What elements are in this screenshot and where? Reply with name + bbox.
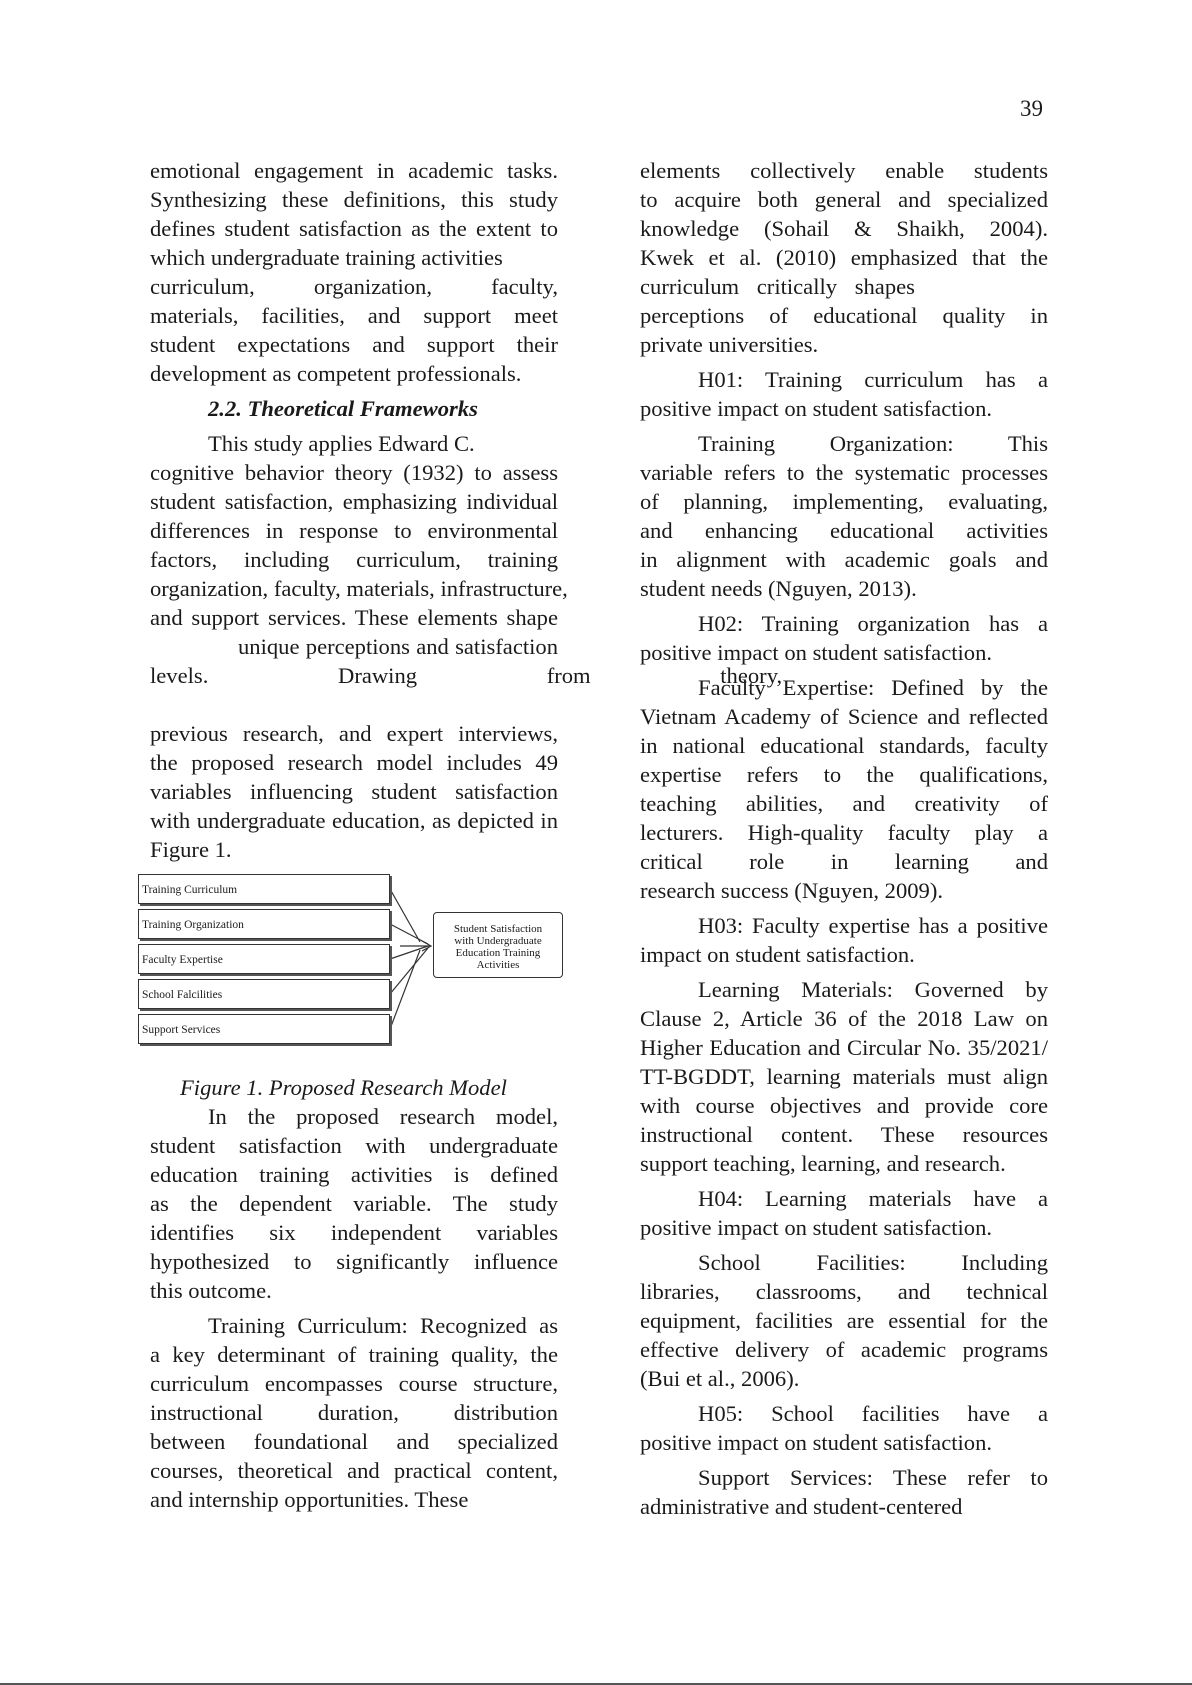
box-line: with Undergraduate — [454, 935, 542, 947]
hypothesis — [640, 609, 1048, 667]
figure-caption: Figure 1. Proposed Research Model — [180, 1075, 507, 1100]
text-line: This study applies Edward C. — [208, 431, 475, 456]
text-line: H04: Learning materials have a — [698, 1186, 1048, 1211]
text-line: equipment, facilities are essential for the — [640, 1308, 1048, 1333]
text-line: Vietnam Academy of Science and reflected — [640, 704, 1048, 729]
paragraph — [640, 1248, 1048, 1393]
text-line: hypothesized to significantly influence — [150, 1249, 558, 1274]
paragraph — [150, 719, 558, 864]
text-line: effective delivery of academic programs — [640, 1337, 1048, 1362]
text-line: factors, including curriculum, training — [150, 547, 558, 572]
box-line: Activities — [476, 959, 520, 971]
text-line: libraries, classrooms, and technical — [640, 1279, 1048, 1304]
text-line: with course objectives and provide core — [640, 1093, 1048, 1118]
variable-box: Support Services — [138, 1014, 390, 1044]
text-line: teaching abilities, and creativity of — [640, 791, 1048, 816]
text-line: positive impact on student satisfaction. — [640, 1430, 993, 1455]
text-line: Kwek et al. (2010) emphasized that the — [640, 245, 1048, 270]
text-line: Clause 2, Article 36 of the 2018 Law on — [640, 1006, 1048, 1031]
text-line: which undergraduate training activities — [150, 245, 503, 270]
text-line: education training activities is defined — [150, 1162, 558, 1187]
text-fragment: levels. Drawing from theory, — [150, 663, 783, 688]
text-line: variable refers to the systematic processes — [640, 460, 1048, 485]
text-line: Synthesizing these definitions, this study — [150, 187, 558, 212]
text-line: materials, facilities, and support meet — [150, 303, 558, 328]
text-line: positive impact on student satisfaction. — [640, 396, 993, 421]
text-line: research success (Nguyen, 2009). — [640, 878, 944, 903]
hypothesis — [640, 1399, 1048, 1457]
text-line: elements collectively enable students — [640, 158, 1048, 183]
text-line: critical role in learning and — [640, 849, 1048, 874]
text-line: and support services. These elements shape — [150, 605, 558, 630]
text-line: student satisfaction, emphasizing individual — [150, 489, 558, 514]
variable-box: Training Organization — [138, 909, 390, 939]
page-number: 39 — [1020, 96, 1043, 121]
text-line: lecturers. High-quality faculty play a — [640, 820, 1048, 845]
text-line: and internship opportunities. These — [150, 1487, 469, 1512]
paragraph — [150, 1311, 558, 1514]
text-line: H02: Training organization has a — [698, 611, 1048, 636]
hypothesis — [640, 365, 1048, 423]
hypothesis — [640, 911, 1048, 969]
box-line: Student Satisfaction — [453, 923, 543, 935]
text-line: curriculum critically shapes — [640, 274, 915, 299]
text-line: emotional engagement in academic tasks. — [150, 158, 558, 183]
text-line: expertise refers to the qualifications, — [640, 762, 1048, 787]
text-line: positive impact on student satisfaction. — [640, 1215, 993, 1240]
text-line: to acquire both general and specialized — [640, 187, 1048, 212]
text-line: perceptions of educational quality in — [640, 303, 1048, 328]
text-line: in alignment with academic goals and — [640, 547, 1048, 572]
text-line: unique perceptions and satisfaction — [238, 634, 558, 659]
text-line: student satisfaction with undergraduate — [150, 1133, 558, 1158]
right-column — [640, 156, 1048, 1521]
text-line: as the dependent variable. The study — [150, 1191, 558, 1216]
text-line: impact on student satisfaction. — [640, 942, 915, 967]
text-line: this outcome. — [150, 1278, 272, 1303]
text-line: organization, faculty, materials, infrastructure, — [150, 576, 568, 601]
text-line: identifies six independent variables — [150, 1220, 558, 1245]
text-line — [150, 661, 783, 690]
text-line: Figure 1. — [150, 837, 232, 862]
text-line: differences in response to environmental — [150, 518, 558, 543]
text-line: between foundational and specialized — [150, 1429, 558, 1454]
text-line: support teaching, learning, and research. — [640, 1151, 1006, 1176]
text-line: defines student satisfaction as the extent to — [150, 216, 558, 241]
text-line: knowledge (Sohail & Shaikh, 2004). — [640, 216, 1048, 241]
text-line: instructional content. These resources — [640, 1122, 1048, 1147]
text-line: previous research, and expert interviews, — [150, 721, 558, 746]
text-line: curriculum, organization, faculty, — [150, 274, 558, 299]
text-line: courses, theoretical and practical content, — [150, 1458, 558, 1483]
text-line: student expectations and support their — [150, 332, 558, 357]
text-line: Faculty Expertise: Defined by the — [698, 675, 1048, 700]
paragraph — [640, 429, 1048, 603]
text-line: cognitive behavior theory (1932) to assess — [150, 460, 558, 485]
text-line: curriculum encompasses course structure, — [150, 1371, 558, 1396]
text-line: Training Organization: This — [698, 431, 1048, 456]
paragraph — [640, 975, 1048, 1178]
paragraph — [150, 1102, 558, 1305]
text-line: a key determinant of training quality, the — [150, 1342, 558, 1367]
text-line: H03: Faculty expertise has a positive — [698, 913, 1048, 938]
text-line: private universities. — [640, 332, 819, 357]
text-line: Support Services: These refer to — [698, 1465, 1048, 1490]
paragraph — [640, 1463, 1048, 1521]
text-line: Learning Materials: Governed by — [698, 977, 1048, 1002]
text-line: development as competent professionals. — [150, 361, 522, 386]
text-line: (Bui et al., 2006). — [640, 1366, 800, 1391]
variable-box: Training Curriculum — [138, 874, 390, 904]
text-line: School Facilities: Including — [698, 1250, 1048, 1275]
variable-box: School Falcilities — [138, 979, 390, 1009]
text-line: with undergraduate education, as depicted in — [150, 808, 558, 833]
research-model-figure — [138, 874, 570, 1059]
dependent-variable-box — [433, 912, 563, 978]
section-heading: 2.2. Theoretical Frameworks — [208, 396, 478, 421]
text-line: in national educational standards, faculty — [640, 733, 1048, 758]
text-line: TT-BGDDT, learning materials must align — [640, 1064, 1048, 1089]
paragraph — [150, 156, 558, 388]
text-line: H05: School facilities have a — [698, 1401, 1048, 1426]
hypothesis — [640, 1184, 1048, 1242]
box-line: Education Training — [455, 947, 541, 959]
text-line: instructional duration, distribution — [150, 1400, 558, 1425]
text-line: of planning, implementing, evaluating, — [640, 489, 1048, 514]
text-line: In the proposed research model, — [208, 1104, 558, 1129]
text-line: and enhancing educational activities — [640, 518, 1048, 543]
text-line: Training Curriculum: Recognized as — [208, 1313, 558, 1338]
variable-box: Faculty Expertise — [138, 944, 390, 974]
paragraph — [640, 673, 1048, 905]
text-line: the proposed research model includes 49 — [150, 750, 558, 775]
text-line: positive impact on student satisfaction. — [640, 640, 993, 665]
text-line: administrative and student-centered — [640, 1494, 963, 1519]
text-line: H01: Training curriculum has a — [698, 367, 1048, 392]
text-line: variables influencing student satisfaction — [150, 779, 558, 804]
paragraph — [640, 156, 1048, 359]
text-line: student needs (Nguyen, 2013). — [640, 576, 917, 601]
text-line: Higher Education and Circular No. 35/2021/ — [640, 1035, 1048, 1060]
